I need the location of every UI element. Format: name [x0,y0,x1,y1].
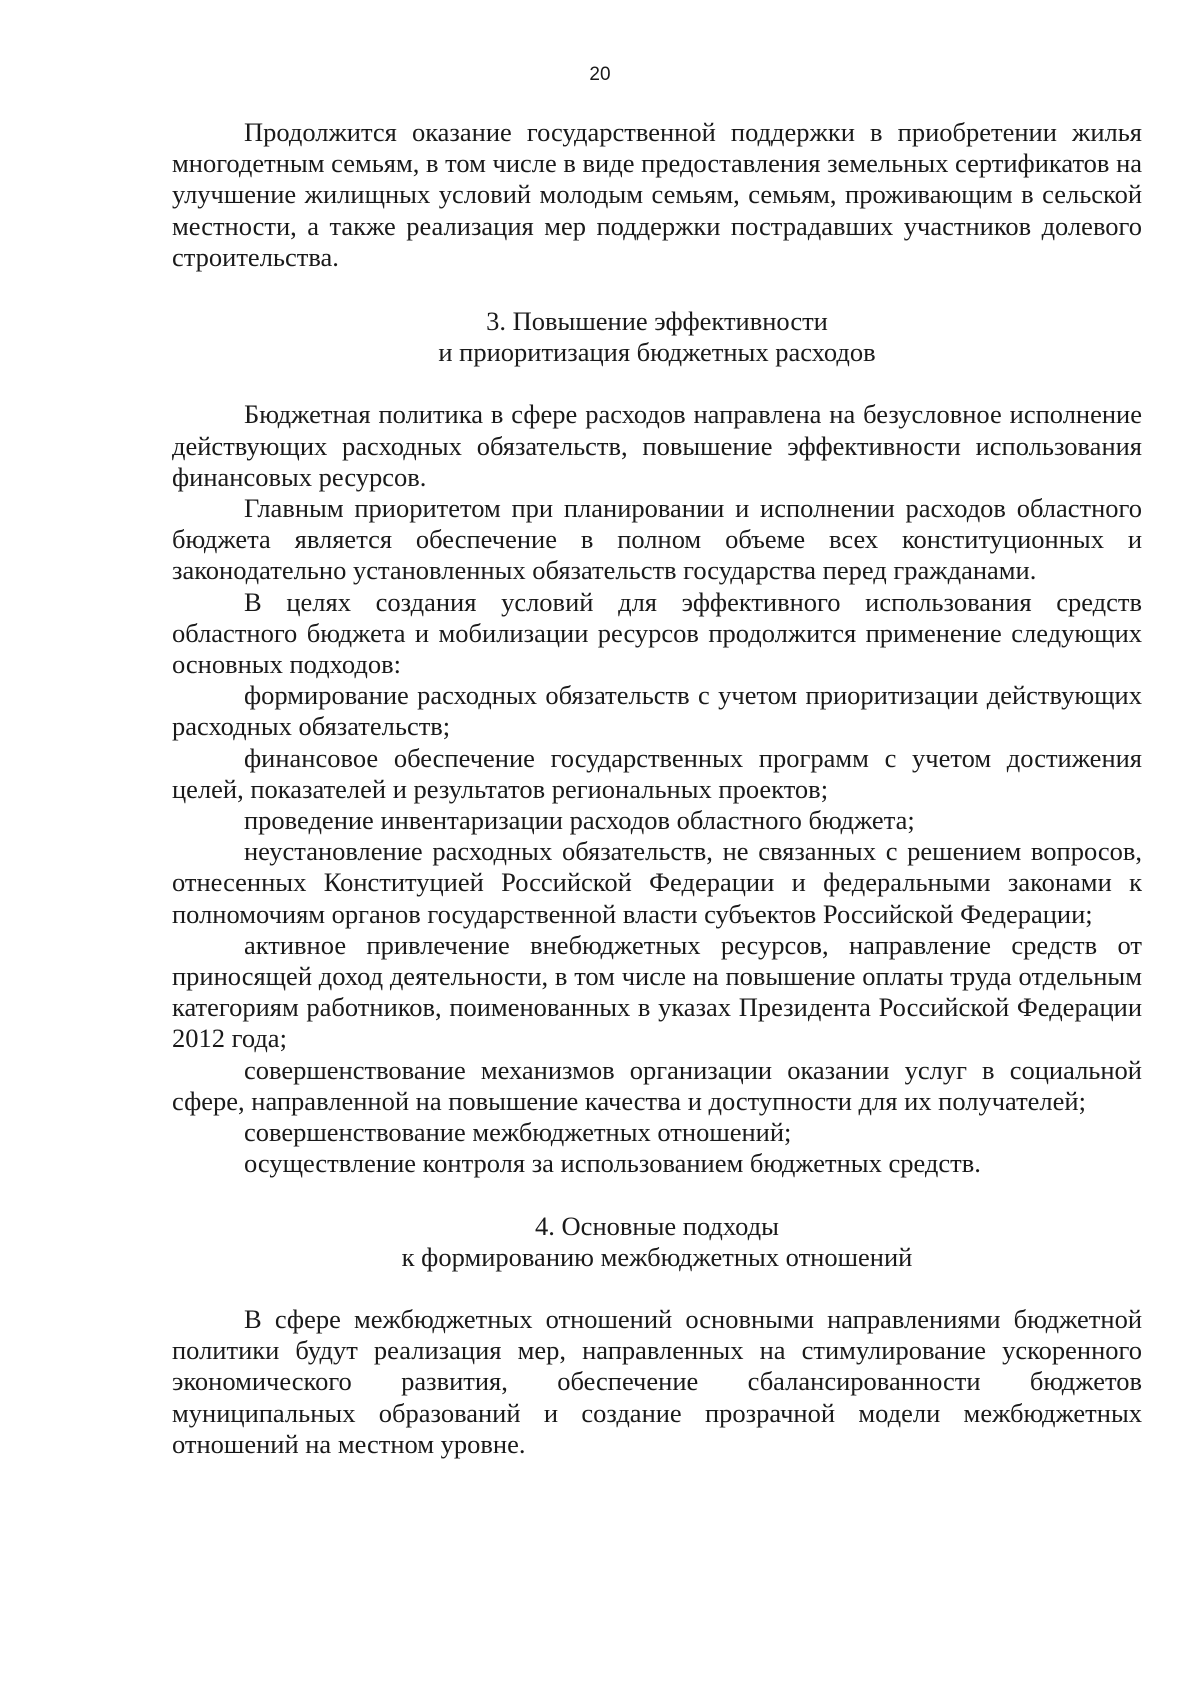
section-3-heading-line-2: и приоритизация бюджетных расходов [438,337,876,368]
section-3-heading-line-1: 3. Повышение эффективности [486,306,828,337]
section-3-list-item: совершенствование межбюджетных отношений; [244,1117,792,1148]
document-body [172,117,1142,1460]
section-3-list-item: неустановление расходных обязательств, не связанных с решением вопросов, отнесенных Конституцией Российской Федерации и федеральными законами к полномочиям органов государственной власти субъектов Российской Федерации; [172,836,1142,929]
section-4-paragraph: В сфере межбюджетных отношений основными направлениями бюджетной политики будут реализация мер, направленных на стимулирование ускоренного экономического развития, обеспечение сбалансированности бюджетов муниципальных образований и создание прозрачной модели межбюджетных отношений на местном уровне. [172,1303,1142,1459]
intro-paragraph: Продолжится оказание государственной поддержки в приобретении жилья многодетным семьям, в том числе в виде предоставления земельных сертификатов на улучшение жилищных условий молодым семьям, семьям, проживающим в сельской местности, а также реализация мер поддержки пострадавших участников долевого строительства. [172,117,1143,272]
section-3-list-item: формирование расходных обязательств с учетом приоритизации действующих расходных обязательств; [172,680,1142,742]
section-3-list-item: осуществление контроля за использованием бюджетных средств. [244,1148,981,1179]
section-4-heading [172,1211,1142,1273]
section-3-paragraph: В целях создания условий для эффективного использования средств областного бюджета и мобилизации ресурсов продолжится применение следующих основных подходов: [172,586,1142,680]
section-3-list-item: совершенствование механизмов организации оказании услуг в социальной сфере, направленной на повышение качества и доступности для их получателей; [172,1054,1142,1116]
section-4-heading-line-1: 4. Основные подходы [535,1210,779,1241]
section-3-list-item: финансовое обеспечение государственных программ с учетом достижения целей, показателей и результатов региональных проектов; [172,742,1142,804]
section-3-list-item: активное привлечение внебюджетных ресурсов, направление средств от приносящей доход деятельности, в том числе на повышение оплаты труда отдельным категориям работников, поименованных в указах Президента Российской Федерации 2012 года; [172,929,1142,1054]
section-3-list-item: проведение инвентаризации расходов областного бюджета; [244,805,915,836]
section-3-heading [172,306,1142,368]
section-3-paragraph: Главным приоритетом при планировании и исполнении расходов областного бюджета является обеспечение в полном объеме всех конституционных и законодательно установленных обязательств государства перед гражданами. [172,493,1142,586]
section-3-paragraph: Бюджетная политика в сфере расходов направлена на безусловное исполнение действующих расходных обязательств, повышение эффективности использования финансовых ресурсов. [172,399,1142,492]
section-4-heading-line-2: к формированию межбюджетных отношений [401,1241,913,1272]
page-number: 20 [589,64,611,85]
